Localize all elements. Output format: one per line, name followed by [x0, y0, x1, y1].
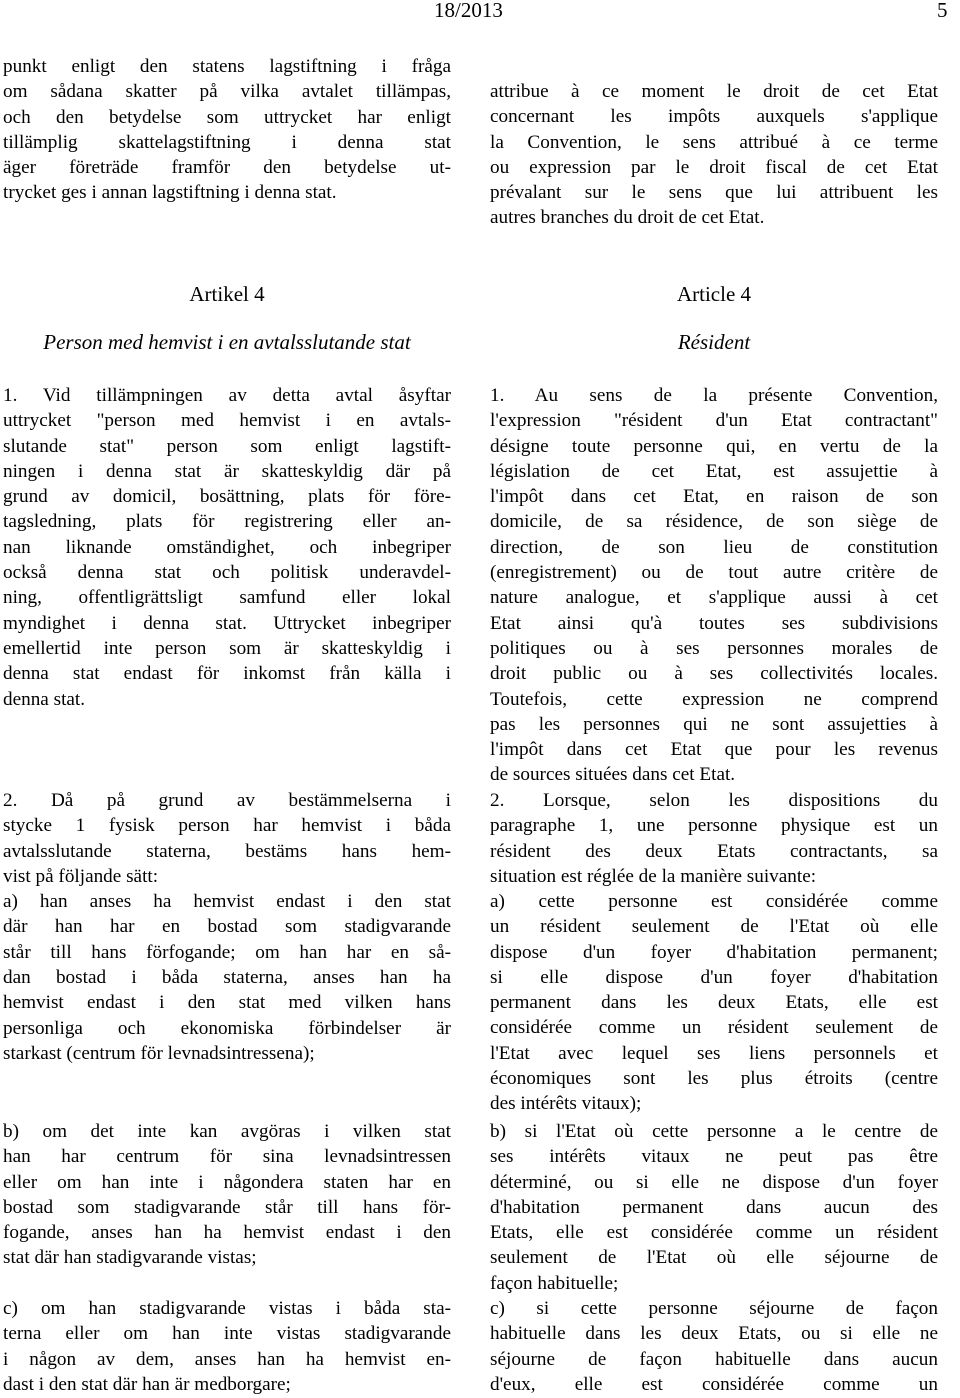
text-line: c) si cette personne séjourne de façon	[490, 1298, 938, 1319]
text-line: starkast (centrum för levnadsintressena);	[3, 1042, 315, 1064]
text-line: l'Etat avec lequel ses liens personnels et	[490, 1042, 938, 1064]
text-line: désigne toute personne qui, en vertu de la	[490, 435, 938, 457]
text-line: där han har en bostad som stadigvarande	[3, 916, 451, 938]
text-line: séjourne de façon habituelle dans aucun	[490, 1348, 938, 1370]
text-line: tillämplig skattelagstiftning i denna stat	[3, 131, 451, 153]
text-line: si elle dispose d'un foyer d'habitation	[490, 966, 938, 988]
text-line: och den betydelse som uttrycket har enligt	[3, 106, 451, 128]
text-line: attribue à ce moment le droit de cet Etat	[490, 81, 938, 102]
text-line: om sådana skatter på vilka avtalet tillämpas,	[3, 81, 451, 103]
text-line: emellertid inte person som är skatteskyldig i	[3, 637, 451, 659]
fr-paragraph-1	[490, 383, 938, 788]
page-number: 5	[937, 0, 948, 22]
text-line: autres branches du droit de cet Etat.	[490, 207, 765, 229]
text-line: de sources situées dans cet Etat.	[490, 764, 736, 786]
text-line: habituelle dans les deux Etats, ou si elle ne	[490, 1323, 938, 1345]
text-line: uttrycket "person med hemvist i en avtals-	[3, 410, 451, 432]
text-line: dispose d'un foyer d'habitation permanent;	[490, 941, 938, 963]
text-line: pas les personnes qui ne sont assujetties à	[490, 713, 938, 735]
text-line: d'eux, elle est considérée comme un	[490, 1373, 938, 1395]
text-line: nan liknande omständighet, och inbegriper	[3, 536, 451, 558]
fr-intro-paragraph	[490, 79, 938, 231]
text-line: han har centrum för sina levnadsintressen	[3, 1146, 451, 1168]
fr-paragraph-2	[490, 788, 938, 889]
text-line: concernant les impôts auxquels s'applique	[490, 106, 938, 128]
text-line: tagsledning, plats för registrering eller an-	[3, 511, 451, 533]
fr-paragraph-b	[490, 1119, 938, 1296]
text-line: denna stat.	[3, 688, 86, 710]
text-line: trycket ges i annan lagstiftning i denna stat.	[3, 182, 337, 204]
text-line: också denna stat och politisk underavdel-	[3, 562, 451, 584]
text-line: stycke 1 fysisk person har hemvist i båda	[3, 815, 451, 837]
text-line: économiques sont les plus étroits (centre	[490, 1068, 938, 1090]
text-line: permanent dans les deux Etats, elle est	[490, 992, 938, 1014]
text-line: d'habitation permanent dans aucun des	[490, 1196, 938, 1218]
sv-intro-paragraph	[3, 54, 451, 206]
text-line: 1. Au sens de la présente Convention,	[490, 385, 938, 406]
text-line: fogande, anses han ha hemvist endast i den	[3, 1222, 451, 1244]
text-line: prévalant sur le sens que lui attribuent les	[490, 182, 938, 204]
text-line: seulement de l'Etat où elle séjourne de	[490, 1247, 938, 1269]
text-line: stat där han stadigvarande vistas;	[3, 1247, 257, 1269]
text-line: 2. Då på grund av bestämmelserna i	[3, 790, 451, 811]
fr-article-subtitle: Résident	[677, 330, 751, 354]
text-line: situation est réglée de la manière suivante:	[490, 865, 817, 887]
text-line: Etat ainsi qu'à toutes ses subdivisions	[490, 612, 938, 634]
text-line: 1. Vid tillämpningen av detta avtal åsyftar	[3, 385, 451, 406]
text-line: denna stat endast för inkomst från källa i	[3, 663, 451, 685]
text-line: terna eller om han inte vistas stadigvarande	[3, 1323, 451, 1345]
sv-paragraph-2	[3, 788, 451, 1066]
text-line: des intérêts vitaux);	[490, 1093, 642, 1115]
text-line: a) han anses ha hemvist endast i den stat	[3, 891, 451, 913]
issue-number: 18/2013	[434, 0, 503, 22]
text-line: domicile, de sa résidence, de son siège de	[490, 511, 938, 533]
text-line: paragraphe 1, une personne physique est un	[490, 815, 938, 837]
text-line: b) om det inte kan avgöras i vilken stat	[3, 1121, 451, 1142]
text-line: slutande stat" person som enligt lagstift-	[3, 435, 451, 457]
text-line: ning, offentligrättsligt samfund eller lokal	[3, 587, 451, 609]
text-line: droit public ou à ses collectivités locales.	[490, 663, 938, 685]
text-line: un résident seulement de l'Etat où elle	[490, 916, 938, 938]
text-line: personliga och ekonomiska förbindelser är	[3, 1017, 451, 1039]
text-line: l'impôt dans cet Etat que pour les revenus	[490, 739, 938, 761]
fr-paragraph-a	[490, 889, 938, 1117]
text-line: avtalsslutande staterna, bestäms hans hem-	[3, 840, 451, 862]
sv-paragraph-b	[3, 1119, 451, 1271]
text-line: grund av domicil, bosättning, plats för före-	[3, 486, 451, 508]
text-line: (enregistrement) ou de tout autre critère de	[490, 562, 938, 584]
text-line: législation de cet Etat, est assujettie à	[490, 460, 938, 482]
text-line: façon habituelle;	[490, 1272, 619, 1294]
page-header	[0, 0, 960, 30]
text-line: myndighet i denna stat. Uttrycket inbegriper	[3, 612, 451, 634]
text-line: nature analogue, et s'applique aussi à cet	[490, 587, 938, 609]
text-line: ses intérêts vitaux ne peut pas être	[490, 1146, 938, 1168]
fr-paragraph-c	[490, 1296, 938, 1397]
text-line: hemvist endast i den stat med vilken hans	[3, 992, 451, 1014]
text-line: dast i den stat där han är medborgare;	[3, 1373, 291, 1395]
sv-paragraph-1	[3, 383, 451, 712]
text-line: déterminé, ou si elle ne dispose d'un foyer	[490, 1171, 938, 1193]
text-line: l'expression "résident d'un Etat contractant"	[490, 410, 938, 432]
text-line: bostad som stadigvarande står till hans för-	[3, 1196, 451, 1218]
text-line: står till hans förfogande; om han har en så-	[3, 941, 451, 963]
text-line: c) om han stadigvarande vistas i båda sta-	[3, 1298, 451, 1319]
text-line: ningen i denna stat är skatteskyldig där på	[3, 460, 451, 482]
sv-paragraph-c	[3, 1296, 451, 1397]
sv-article-subtitle: Person med hemvist i en avtalsslutande stat	[43, 330, 411, 354]
text-line: Etats, elle est considérée comme un résident	[490, 1222, 938, 1244]
text-line: résident des deux Etats contractants, sa	[490, 840, 938, 862]
text-line: a) cette personne est considérée comme	[490, 891, 938, 912]
text-line: considérée comme un résident seulement de	[490, 1017, 938, 1039]
text-line: ou expression par le droit fiscal de cet Etat	[490, 156, 938, 178]
text-line: direction, de son lieu de constitution	[490, 536, 938, 558]
text-line: i någon av dem, anses han ha hemvist en-	[3, 1348, 451, 1370]
text-line: l'impôt dans cet Etat, en raison de son	[490, 486, 938, 508]
text-line: dan bostad i båda staterna, anses han ha	[3, 967, 451, 989]
text-line: 2. Lorsque, selon les dispositions du	[490, 790, 938, 811]
text-line: b) si l'Etat où cette personne a le centre de	[490, 1121, 938, 1142]
text-line: punkt enligt den statens lagstiftning i fråga	[3, 56, 451, 77]
text-line: politiques ou à ses personnes morales de	[490, 637, 938, 659]
text-line: äger företräde framför den betydelse ut-	[3, 157, 451, 179]
text-line: vist på följande sätt:	[3, 865, 159, 887]
text-line: Toutefois, cette expression ne comprend	[490, 688, 938, 710]
text-line: la Convention, le sens attribué à ce terme	[490, 131, 938, 153]
sv-article-title: Artikel 4	[189, 282, 265, 306]
text-line: eller om han inte i någondera staten har en	[3, 1171, 451, 1193]
fr-article-title: Article 4	[676, 282, 752, 306]
